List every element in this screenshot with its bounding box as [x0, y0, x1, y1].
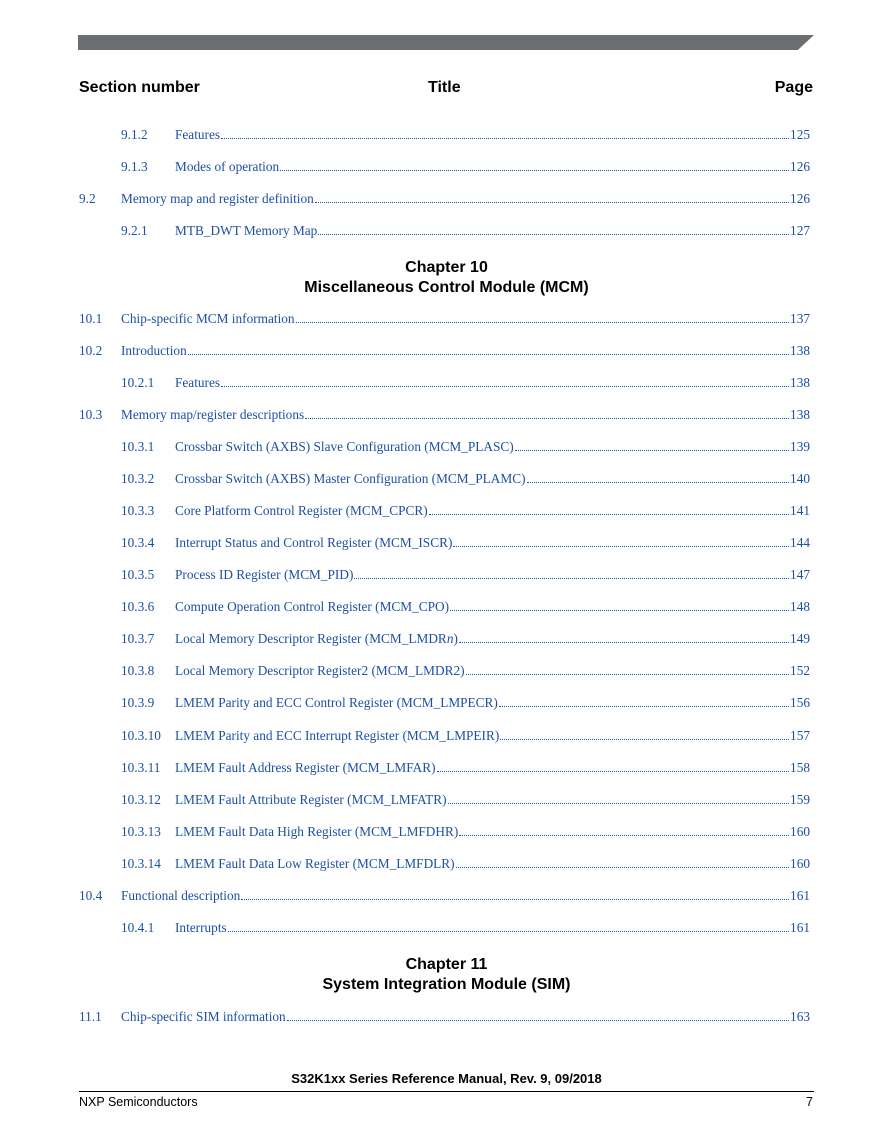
- dot-leader: [456, 857, 789, 868]
- toc-entry-10-2[interactable]: 10.2 Introduction 138: [79, 343, 810, 358]
- toc-entry-9-1-3[interactable]: 9.1.3 Modes of operation 126: [121, 159, 810, 174]
- toc-entry-10-2-1[interactable]: 10.2.1 Features 138: [121, 375, 810, 390]
- toc-entry-10-3-1[interactable]: 10.3.1 Crossbar Switch (AXBS) Slave Configuration (MCM_PLASC) 139: [121, 439, 810, 454]
- dot-leader: [241, 889, 789, 900]
- footer-company: NXP Semiconductors: [79, 1095, 198, 1109]
- chapter-name: System Integration Module (SIM): [322, 976, 571, 993]
- footer-document-title: S32K1xx Series Reference Manual, Rev. 9, 09/2018: [291, 1071, 602, 1086]
- toc-entry-9-2-1[interactable]: 9.2.1 MTB_DWT Memory Map 127: [121, 223, 810, 238]
- toc-entry-10-3-12[interactable]: 10.3.12 LMEM Fault Attribute Register (MCM_LMFATR) 159: [121, 792, 810, 807]
- chapter-label: Chapter 11: [405, 956, 488, 973]
- column-header-title: Title: [428, 79, 461, 96]
- footer-divider: [79, 1091, 814, 1092]
- dot-leader: [466, 664, 790, 675]
- dot-leader: [221, 376, 789, 387]
- chapter-10-heading: [79, 258, 814, 298]
- toc-entry-10-3-8[interactable]: 10.3.8 Local Memory Descriptor Register2 (MCM_LMDR2) 152: [121, 663, 810, 678]
- dot-leader: [305, 408, 789, 419]
- toc-entry-10-3-11[interactable]: 10.3.11 LMEM Fault Address Register (MCM_LMFAR) 158: [121, 760, 810, 775]
- toc-entry-10-3[interactable]: 10.3 Memory map/register descriptions 138: [79, 407, 810, 422]
- dot-leader: [453, 536, 789, 547]
- dot-leader: [515, 440, 789, 451]
- footer-page-number: 7: [806, 1095, 813, 1109]
- dot-leader: [450, 600, 789, 611]
- chapter-11-heading: [79, 955, 814, 995]
- toc-entry-10-1[interactable]: 10.1 Chip-specific MCM information 137: [79, 311, 810, 326]
- toc-entry-9-1-2[interactable]: 9.1.2 Features 125: [121, 127, 810, 142]
- dot-leader: [228, 921, 789, 932]
- dot-leader: [318, 224, 789, 235]
- dot-leader: [315, 192, 789, 203]
- toc-entry-10-3-7[interactable]: 10.3.7 Local Memory Descriptor Register (MCM_LMDRn) 149: [121, 631, 810, 646]
- dot-leader: [429, 504, 789, 515]
- dot-leader: [527, 472, 790, 483]
- dot-leader: [296, 312, 789, 323]
- column-header-page: Page: [774, 79, 813, 96]
- toc-entry-10-3-13[interactable]: 10.3.13 LMEM Fault Data High Register (MCM_LMFDHR) 160: [121, 824, 810, 839]
- dot-leader: [500, 729, 789, 740]
- toc-entry-10-4-1[interactable]: 10.4.1 Interrupts 161: [121, 920, 810, 935]
- chapter-label: Chapter 10: [405, 259, 488, 276]
- toc-entry-11-1[interactable]: 11.1 Chip-specific SIM information 163: [79, 1009, 810, 1024]
- column-header-section-number: Section number: [79, 79, 200, 96]
- toc-entry-10-3-10[interactable]: 10.3.10 LMEM Parity and ECC Interrupt Register (MCM_LMPEIR) 157: [121, 728, 810, 743]
- dot-leader: [499, 696, 789, 707]
- dot-leader: [354, 568, 789, 579]
- dot-leader: [448, 793, 789, 804]
- toc-entry-10-4[interactable]: 10.4 Functional description 161: [79, 888, 810, 903]
- toc-entry-10-3-3[interactable]: 10.3.3 Core Platform Control Register (MCM_CPCR) 141: [121, 503, 810, 518]
- dot-leader: [188, 344, 789, 355]
- dot-leader: [287, 1010, 789, 1021]
- header-bar: [78, 35, 814, 50]
- toc-entry-10-3-2[interactable]: 10.3.2 Crossbar Switch (AXBS) Master Configuration (MCM_PLAMC) 140: [121, 471, 810, 486]
- dot-leader: [221, 128, 789, 139]
- dot-leader: [459, 632, 789, 643]
- toc-entry-10-3-9[interactable]: 10.3.9 LMEM Parity and ECC Control Register (MCM_LMPECR) 156: [121, 695, 810, 710]
- dot-leader: [437, 761, 790, 772]
- toc-entry-10-3-4[interactable]: 10.3.4 Interrupt Status and Control Register (MCM_ISCR) 144: [121, 535, 810, 550]
- dot-leader: [280, 160, 789, 171]
- chapter-name: Miscellaneous Control Module (MCM): [304, 279, 589, 296]
- toc-entry-9-2[interactable]: 9.2 Memory map and register definition 126: [79, 191, 810, 206]
- toc-entry-10-3-6[interactable]: 10.3.6 Compute Operation Control Register (MCM_CPO) 148: [121, 599, 810, 614]
- toc-entry-10-3-5[interactable]: 10.3.5 Process ID Register (MCM_PID) 147: [121, 567, 810, 582]
- dot-leader: [459, 825, 789, 836]
- toc-entry-10-3-14[interactable]: 10.3.14 LMEM Fault Data Low Register (MCM_LMFDLR) 160: [121, 856, 810, 871]
